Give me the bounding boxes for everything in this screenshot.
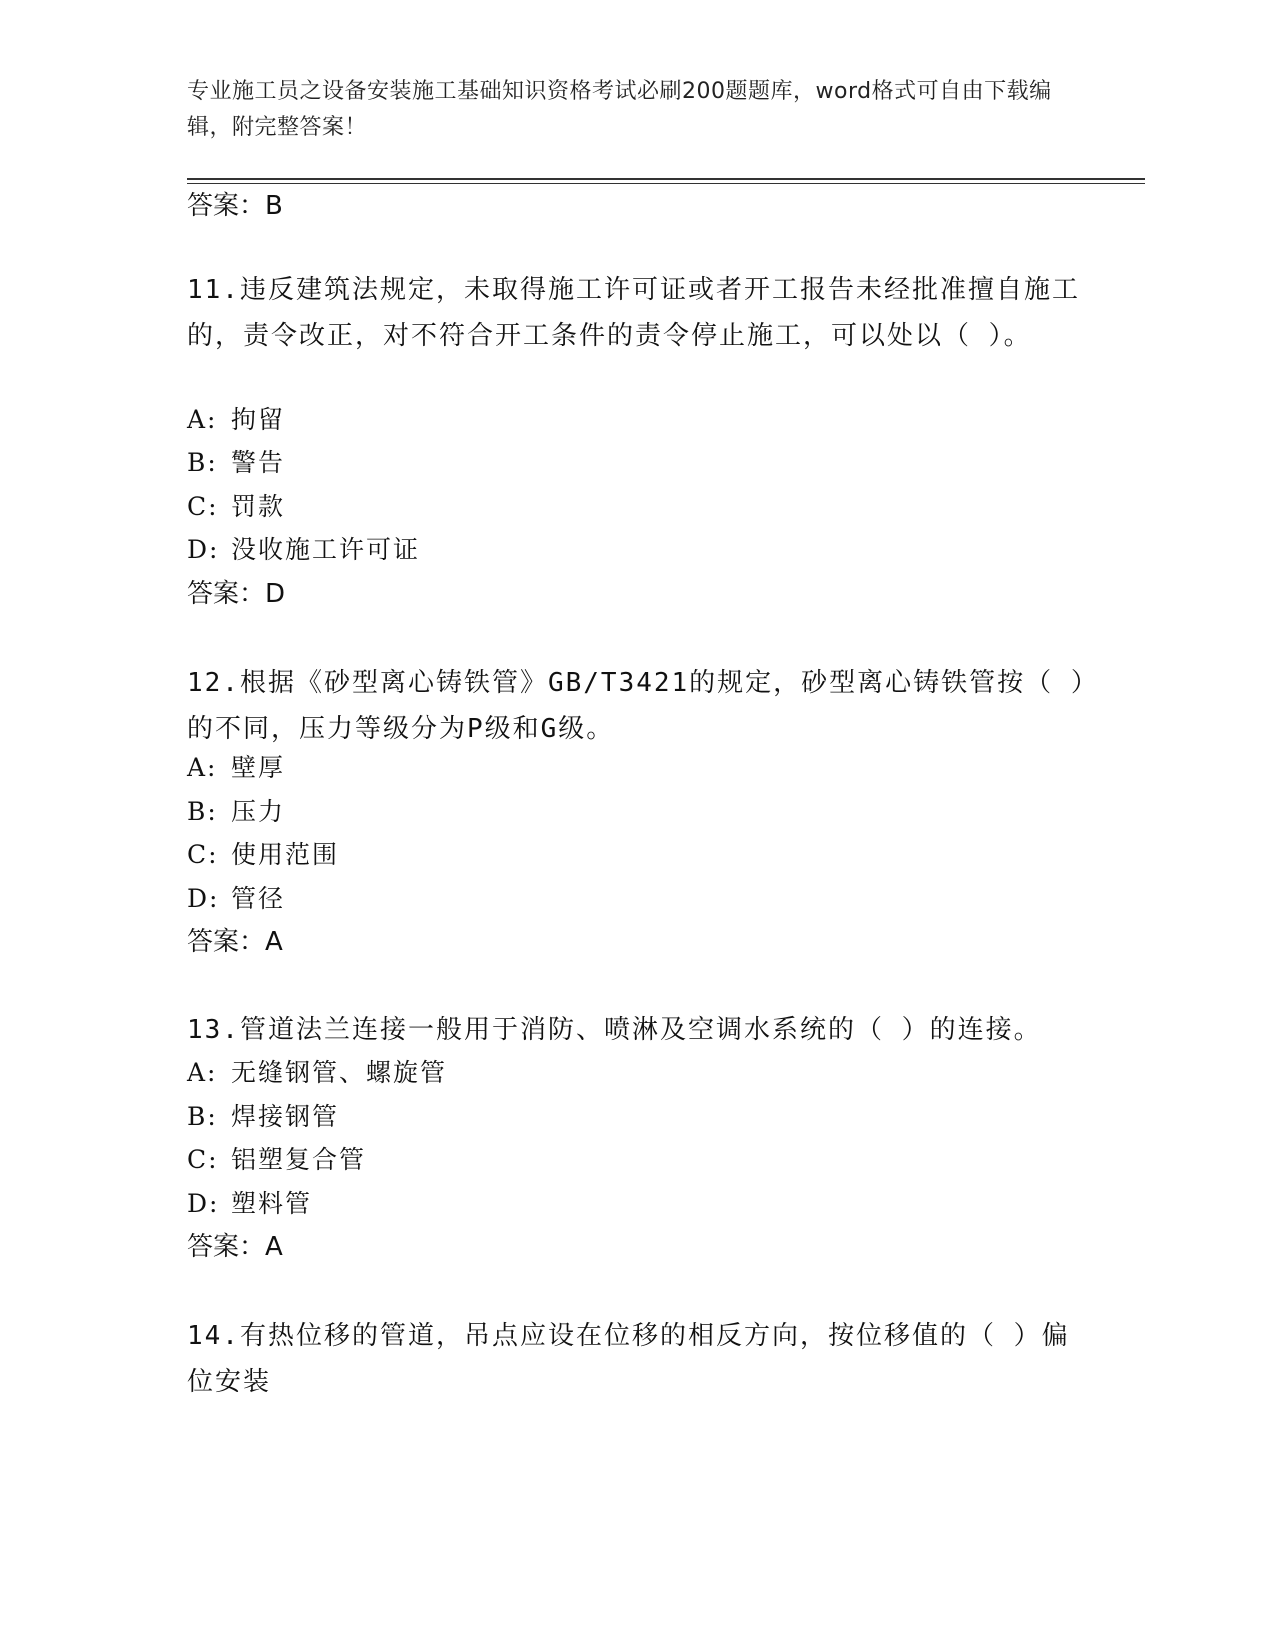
question-12-answer: 答案：A [187, 927, 283, 957]
question-13-option-b [187, 1097, 339, 1137]
option-text: 使用范围 [231, 840, 340, 869]
option-text: 警告 [231, 448, 286, 477]
question-12-option-a [187, 748, 285, 788]
answer-prev: 答案：B [187, 191, 283, 221]
document-header: 专业施工员之设备安装施工基础知识资格考试必刷200题题库，word格式可自由下载编辑，附完整答案！ [187, 79, 1052, 140]
question-13-option-a [187, 1053, 447, 1093]
option-letter: B: [187, 1102, 218, 1131]
option-text: 压力 [231, 797, 286, 826]
option-letter: D: [187, 884, 220, 913]
option-text: 没收施工许可证 [231, 535, 421, 564]
option-text: 塑料管 [231, 1189, 313, 1218]
option-text: 焊接钢管 [231, 1102, 340, 1131]
option-letter: A: [187, 753, 218, 782]
question-13-option-d [187, 1184, 312, 1224]
question-11-option-b [187, 443, 285, 483]
option-text: 管径 [231, 884, 286, 913]
option-letter: D: [187, 1189, 220, 1218]
option-letter: C: [187, 1145, 219, 1174]
question-13-option-c [187, 1140, 366, 1180]
option-text: 壁厚 [231, 753, 286, 782]
question-11-text: 11.违反建筑法规定，未取得施工许可证或者开工报告未经批准擅自施工的，责令改正，对不符合开工条件的责令停止施工，可以处以（ ）。 [187, 275, 1080, 351]
question-12-text: 12.根据《砂型离心铸铁管》GB/T3421的规定，砂型离心铸铁管按（ ）的不同，压力等级分为P级和G级。 [187, 668, 1086, 744]
question-13-answer: 答案：A [187, 1232, 283, 1262]
option-text: 铝塑复合管 [231, 1145, 367, 1174]
question-11-option-c [187, 487, 285, 527]
question-12-option-c [187, 835, 339, 875]
question-12-option-b [187, 792, 285, 832]
question-11-option-a [187, 400, 285, 440]
header-divider-thick [187, 178, 1145, 180]
option-letter: C: [187, 492, 219, 521]
option-text: 拘留 [231, 405, 286, 434]
option-letter: B: [187, 797, 218, 826]
option-letter: A: [187, 1058, 218, 1087]
option-text: 罚款 [231, 492, 286, 521]
question-13-text: 13.管道法兰连接一般用于消防、喷淋及空调水系统的（ ）的连接。 [187, 1015, 1042, 1045]
option-letter: D: [187, 535, 220, 564]
option-text: 无缝钢管、螺旋管 [231, 1058, 448, 1087]
question-11-answer: 答案：D [187, 579, 286, 609]
option-letter: B: [187, 448, 218, 477]
header-divider-thin [187, 183, 1145, 184]
question-11-option-d [187, 530, 420, 570]
question-14-text: 14.有热位移的管道，吊点应设在位移的相反方向，按位移值的（ ）偏位安装 [187, 1321, 1070, 1397]
question-12-option-d [187, 879, 285, 919]
option-letter: C: [187, 840, 219, 869]
option-letter: A: [187, 405, 218, 434]
